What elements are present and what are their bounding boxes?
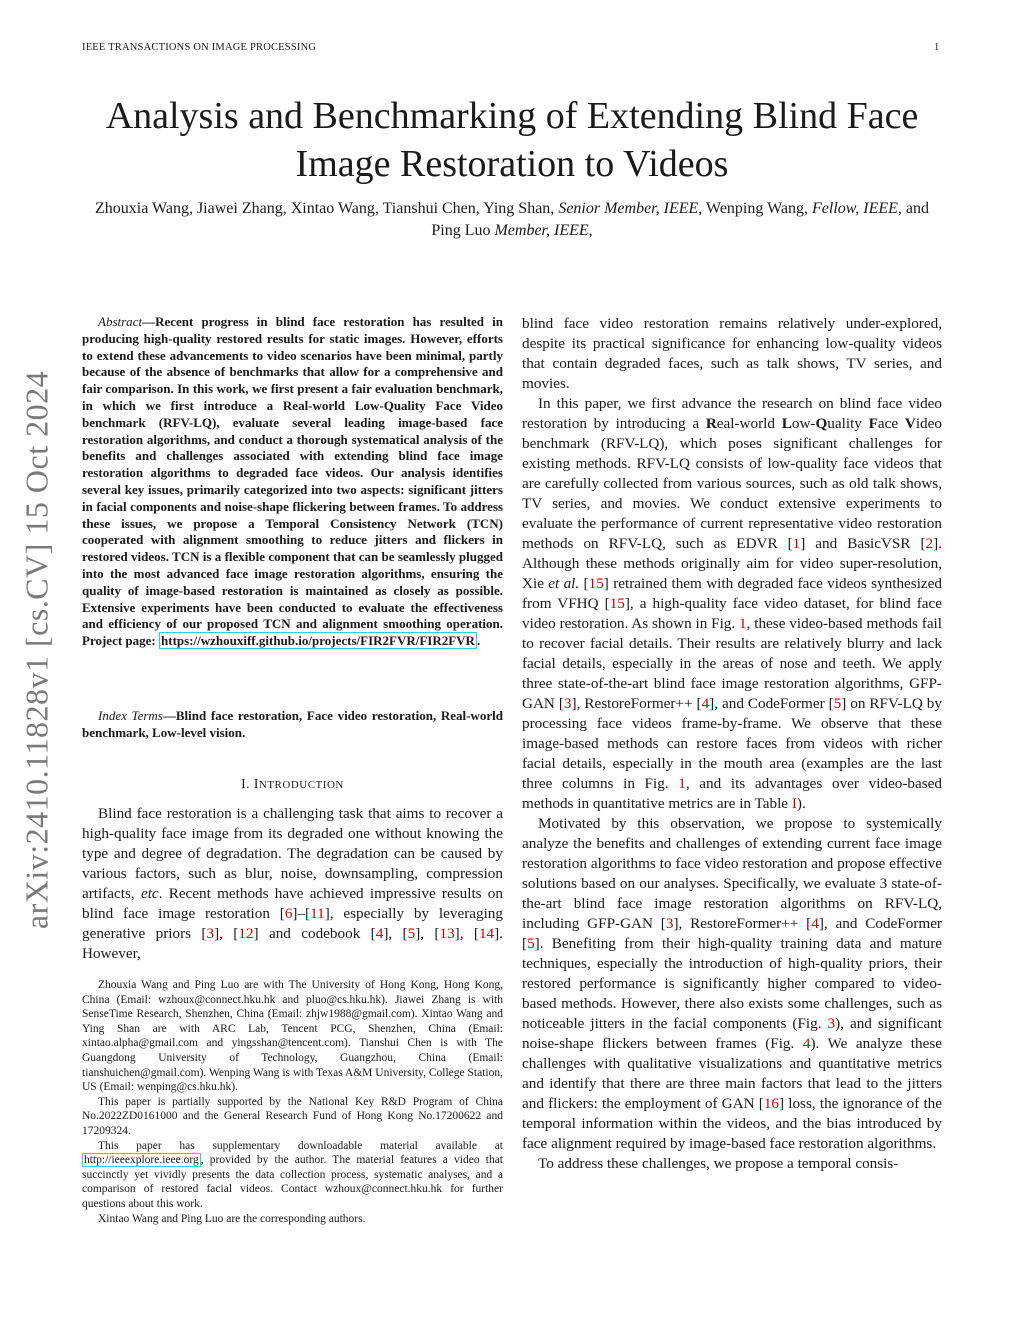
paper-title: Analysis and Benchmarking of Extending Blind Face Image Restoration to Videos [105, 95, 919, 185]
intro-left-column [82, 804, 503, 964]
intro-paragraph: Blind face restoration is a challenging task that aims to recover a high-quality face image from its degraded one without knowing the type and degree of degradation. The degradation can be caused by various factors, such as blur, noise, downsampling, compression artifacts, etc. Recent methods have achieved impressive results on blind face image restoration [6]–[11], especially by leveraging generative priors [3], [12] and codebook [4], [5], [13], [14]. However, [82, 805, 503, 962]
footnotes [82, 978, 503, 1226]
author-list: Zhouxia Wang, Jiawei Zhang, Xintao Wang, Tianshui Chen, Ying Shan, Senior Member, IEEE, Wenping Wang, Fellow, IEEE, and Ping Luo Member, IEEE, [94, 200, 930, 239]
project-page-link[interactable]: https://wzhouxiff.github.io/projects/FIR2FVR/FIR2FVR [161, 633, 475, 649]
footnote-corresponding: Xintao Wang and Ping Luo are the corresponding authors. [98, 1212, 366, 1225]
intro-right-column [522, 314, 942, 1174]
arxiv-sidebar [15, 355, 59, 945]
index-terms-text: —Blind face restoration, Face video restoration, Real-world benchmark, Low-level vision. [82, 708, 503, 740]
arxiv-identifier: arXiv:2410.11828v1 [cs.CV] 15 Oct 2024 [18, 370, 55, 930]
intro-paragraph: blind face video restoration remains relatively under-explored, despite its practical significance for enhancing low-quality videos that contain degraded faces, such as talk shows, TV series, and movies. [522, 315, 942, 392]
intro-paragraph: Motivated by this observation, we propose to systemically analyze the benefits and challenges of extending current face image restoration algorithms to face video restoration and propose effective solutions based on our analyses. Specifically, we evaluate 3 state-of-the-art blind face image restoration algorithms on RFV-LQ, including GFP-GAN [3], RestoreFormer++ [4], and CodeFormer [5]. Benefiting from their high-quality training data and mature techniques, especially the introduction of high-quality priors, their restored performance is significantly higher compared to video-based methods. However, there also exists some challenges, such as noticeable jitters in the facial components (Fig. 3), and significant noise-shape flickers between frames (Fig. 4). We analyze these challenges with qualitative visualizations and quantitative metrics and identify that there are three main factors that lead to the jitters and flickers: the employment of GAN [16] loss, the ignorance of the temporal information within the videos, and the bias introduced by face alignment required by image-based face restoration algorithms. [522, 815, 943, 1152]
running-header: IEEE TRANSACTIONS ON IMAGE PROCESSING [82, 42, 317, 53]
footnote-funding: This paper is partially supported by the National Key R&D Program of China No.2022ZD0161000 and the General Research Fund of Hong Kong No.17200622 and 17209324. [82, 1095, 503, 1137]
abstract-label: Abstract [98, 314, 143, 329]
intro-paragraph: In this paper, we first advance the research on blind face video restoration by introducing a Real-world Low-Quality Face Video benchmark (RFV-LQ), which poses significant challenges for existing methods. RFV-LQ consists of low-quality face videos that are carefully collected from various sources, such as old talk shows, TV series, and movies. We conduct extensive experiments to evaluate the performance of current representative video restoration methods on RFV-LQ, such as EDVR [1] and BasicVSR [2]. Although these methods originally aim for video super-resolution, Xie et al. [15] retrained them with degraded face videos synthesized from VFHQ [15], a high-quality face video dataset, for blind face video restoration. As shown in Fig. 1, these video-based methods fail to recover facial details. Their results are relatively blurry and lack facial details, especially in the areas of nose and teeth. We apply three state-of-the-art blind face image restoration algorithms, GFP-GAN [3], RestoreFormer++ [4], and CodeFormer [5] on RFV-LQ by processing face videos frame-by-frame. We observe that these image-based methods can restore faces from videos with richer facial details, especially in the mouth area (examples are the last three columns in Fig. 1, and its advantages over video-based methods in quantitative metrics are in Table I). [522, 395, 943, 812]
index-terms [82, 708, 503, 742]
abstract: Abstract—Recent progress in blind face restoration has resulted in producing high-quality restored results for static images. However, efforts to extend these advancements to video scenarios have been minimal, partly because of the absence of benchmarks that allow for a comprehensive and fair comparison. In this work, we first present a fair evaluation benchmark, in which we first introduce a Real-world Low-Quality Face Video benchmark (RFV-LQ), evaluate several leading image-based face restoration algorithms, and conduct a thorough systematical analysis of the benefits and challenges associated with extending blind face image restoration algorithms to degraded face videos. Our analysis identifies several key issues, primarily categorized into two aspects: significant jitters in facial components and noise-shape flickering between frames. To address these issues, we propose a Temporal Consistency Network (TCN) cooperated with alignment smoothing to reduce jitters and flickers in restored videos. TCN is a flexible component that can be seamlessly plugged into the most advanced face image restoration algorithms, ensuring the quality of image-based restoration is maintained as closely as possible. Extensive experiments have been conducted to evaluate the effectiveness and efficiency of our proposed TCN and alignment smoothing operation. Project page: https://wzhouxiff.github.io/projects/FIR2FVR/FIR2FVR . [82, 314, 503, 649]
index-terms-label: Index Terms [98, 708, 163, 723]
footnote-affiliations: Zhouxia Wang and Ping Luo are with The University of Hong Kong, Hong Kong, China (Email: wzhoux@connect.hku.hk and pluo@cs.hku.hk). Jiawei Zhang is with SenseTime Research, Shenzhen, China (Email: zhjw1988@gmail.com). Xintao Wang and Ying Shan are with ARC Lab, Tencent PCG, Shenzhen, China (Email: xintao.alpha@gmail.com and yingsshan@tencent.com). Tianshui Chen is with The Guangdong University of Technology, Guangzhou, China (Email: tianshuichen@gmail.com). Wenping Wang is with Texas A&M University, College Station, US (Email: wenping@cs.hku.hk). [82, 979, 503, 1094]
section-heading-introduction: I. INTRODUCTION [241, 776, 344, 791]
abstract-text: —Recent progress in blind face restoration has resulted in producing high-quality restored results for static images. However, efforts to extend these advancements to video scenarios have been minimal, partly because of the absence of benchmarks that allow for a comprehensive and fair comparison. In this work, we first present a fair evaluation benchmark, in which we first introduce a Real-world Low-Quality Face Video benchmark (RFV-LQ), evaluate several leading image-based face restoration algorithms, and conduct a thorough systematical analysis of the benefits and challenges associated with extending blind face image restoration algorithms to degraded face videos. Our analysis identifies several key issues, primarily categorized into two aspects: significant jitters in facial components and noise-shape flickering between frames. To address these issues, we propose a Temporal Consistency Network (TCN) cooperated with alignment smoothing to reduce jitters and flickers in restored videos. TCN is a flexible component that can be seamlessly plugged into the most advanced face image restoration algorithms, ensuring the quality of image-based restoration is maintained as closely as possible. Extensive experiments have been conducted to evaluate the effectiveness and efficiency of our proposed TCN and alignment smoothing operation. Project page: [82, 314, 503, 649]
intro-paragraph: To address these challenges, we propose a temporal consis- [538, 1155, 899, 1172]
ieeexplore-link[interactable]: http://ieeexplore.ieee.org [84, 1154, 199, 1167]
footnote-supplementary: This paper has supplementary downloadable material available at http://ieeexplore.ieee.org , provided by the author. The material features a video that succinctly yet vividly presents the data collection process, systematic analyses, and a comparison of restored facial videos. Contact wzhoux@connect.hku.hk for further questions about this work. [82, 1139, 503, 1210]
page-number: 1 [934, 42, 940, 53]
